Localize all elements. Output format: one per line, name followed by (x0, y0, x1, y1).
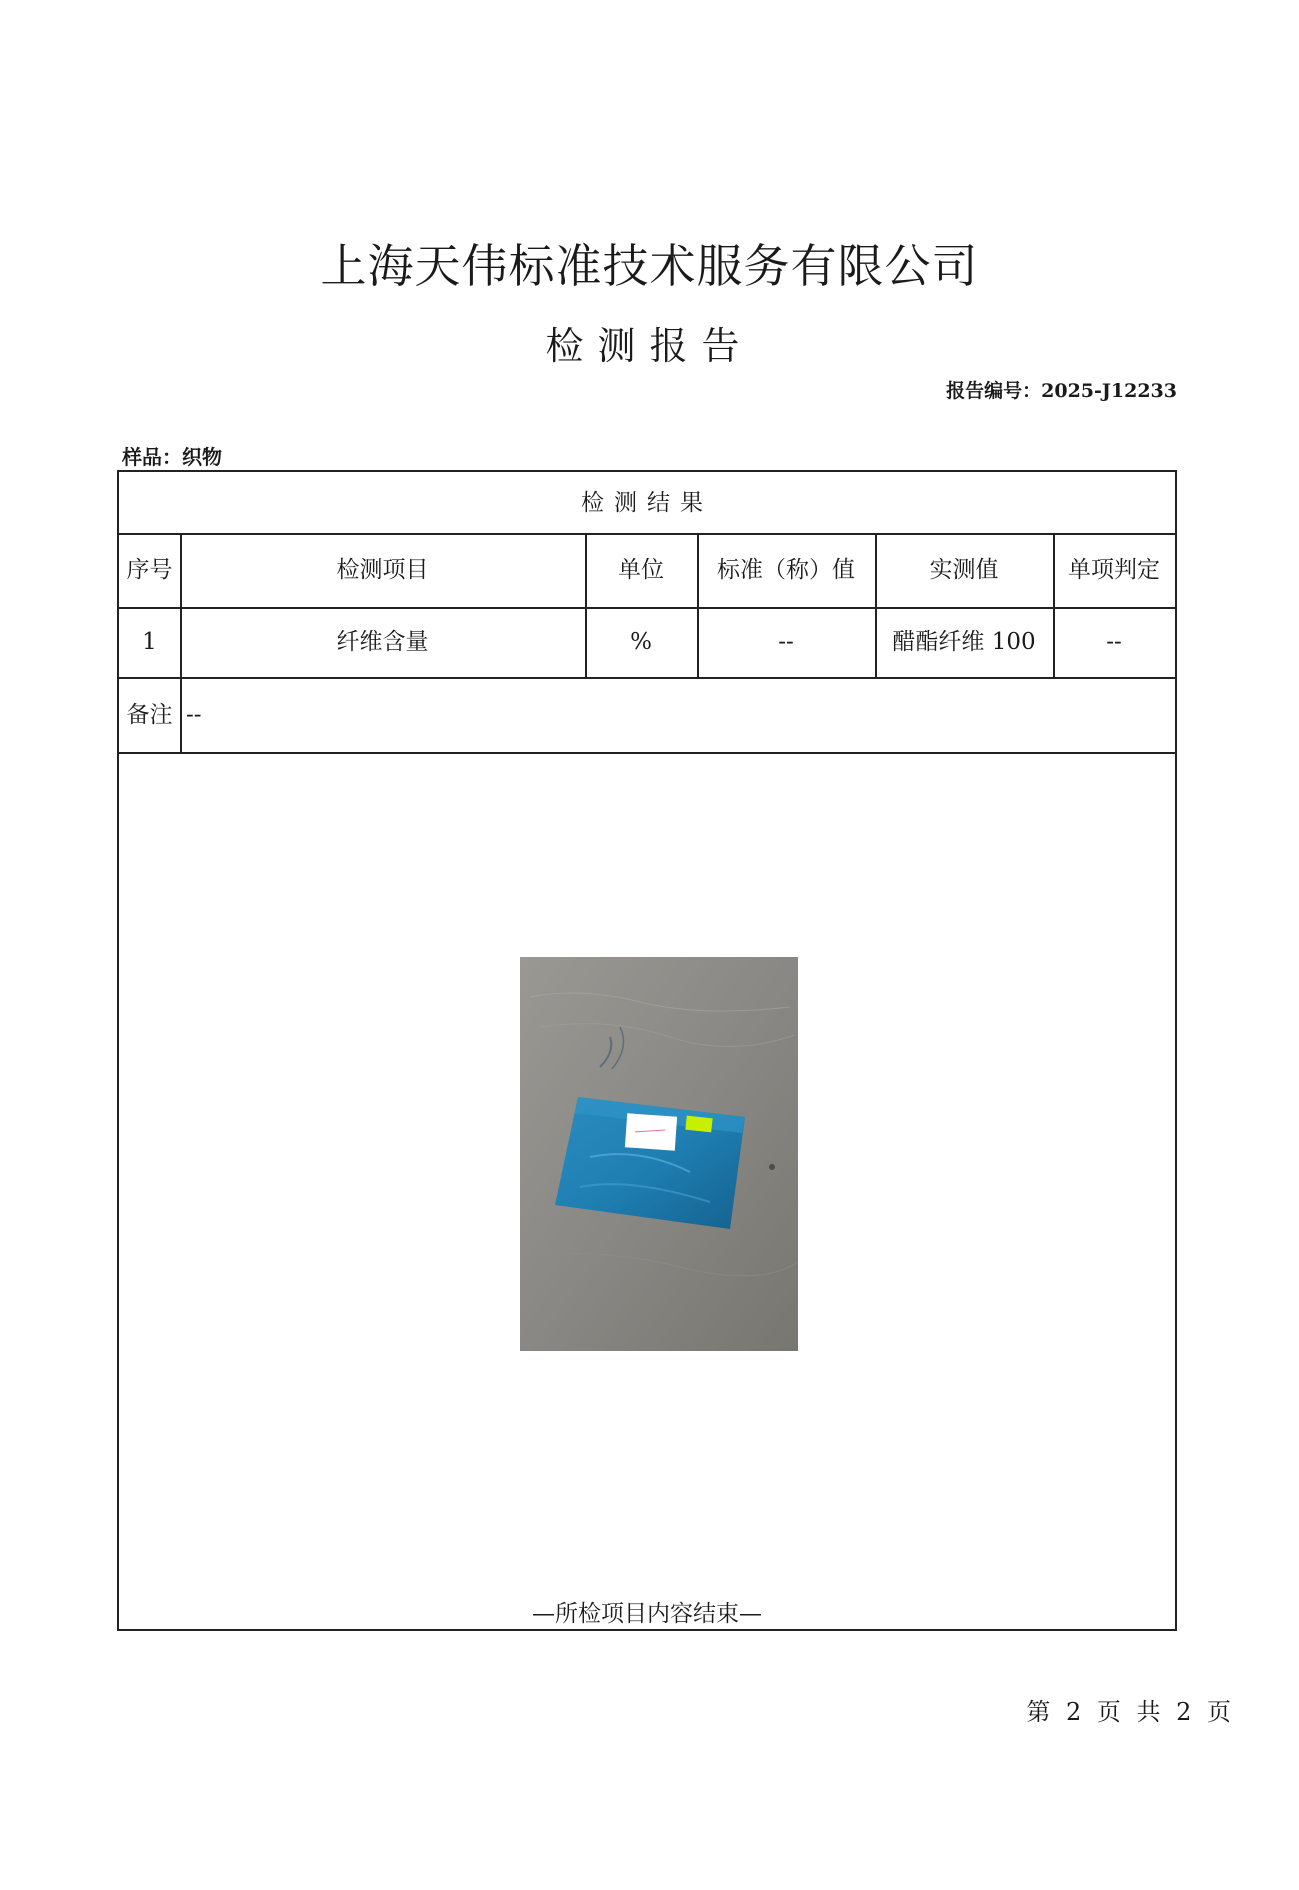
remark-value: -- (186, 701, 202, 728)
row-judgement: -- (1106, 629, 1122, 655)
fabric-sample-photo (520, 957, 798, 1351)
row-unit: % (630, 629, 652, 655)
results-title: 检测结果 (581, 489, 713, 516)
header-serial: 序号 (126, 557, 173, 583)
header-measured-value: 实测值 (929, 557, 999, 583)
header-unit: 单位 (618, 557, 664, 583)
header-item: 检测项目 (336, 557, 429, 583)
row-serial: 1 (142, 629, 157, 655)
remark-label: 备注 (126, 701, 173, 728)
fabric-photo-icon (520, 957, 798, 1351)
row-measured-value: 醋酯纤维 100 (892, 629, 1036, 655)
header-judgement: 单项判定 (1068, 557, 1160, 583)
company-name: 上海天伟标准技术服务有限公司 (320, 239, 979, 293)
sample-label: 样品：织物 (122, 445, 222, 469)
row-item: 纤维含量 (336, 629, 429, 655)
end-of-items-text: —所检项目内容结束— (532, 1601, 762, 1627)
header-standard-value: 标准（称）值 (717, 557, 855, 583)
report-title: 检测报告 (545, 324, 754, 368)
row-standard-value: -- (778, 629, 794, 655)
page-number: 第 2 页 共 2 页 (1026, 1698, 1235, 1726)
results-table (117, 470, 1177, 1631)
table-rule (119, 752, 1175, 754)
report-number: 报告编号：2025-J12233 (946, 380, 1177, 402)
